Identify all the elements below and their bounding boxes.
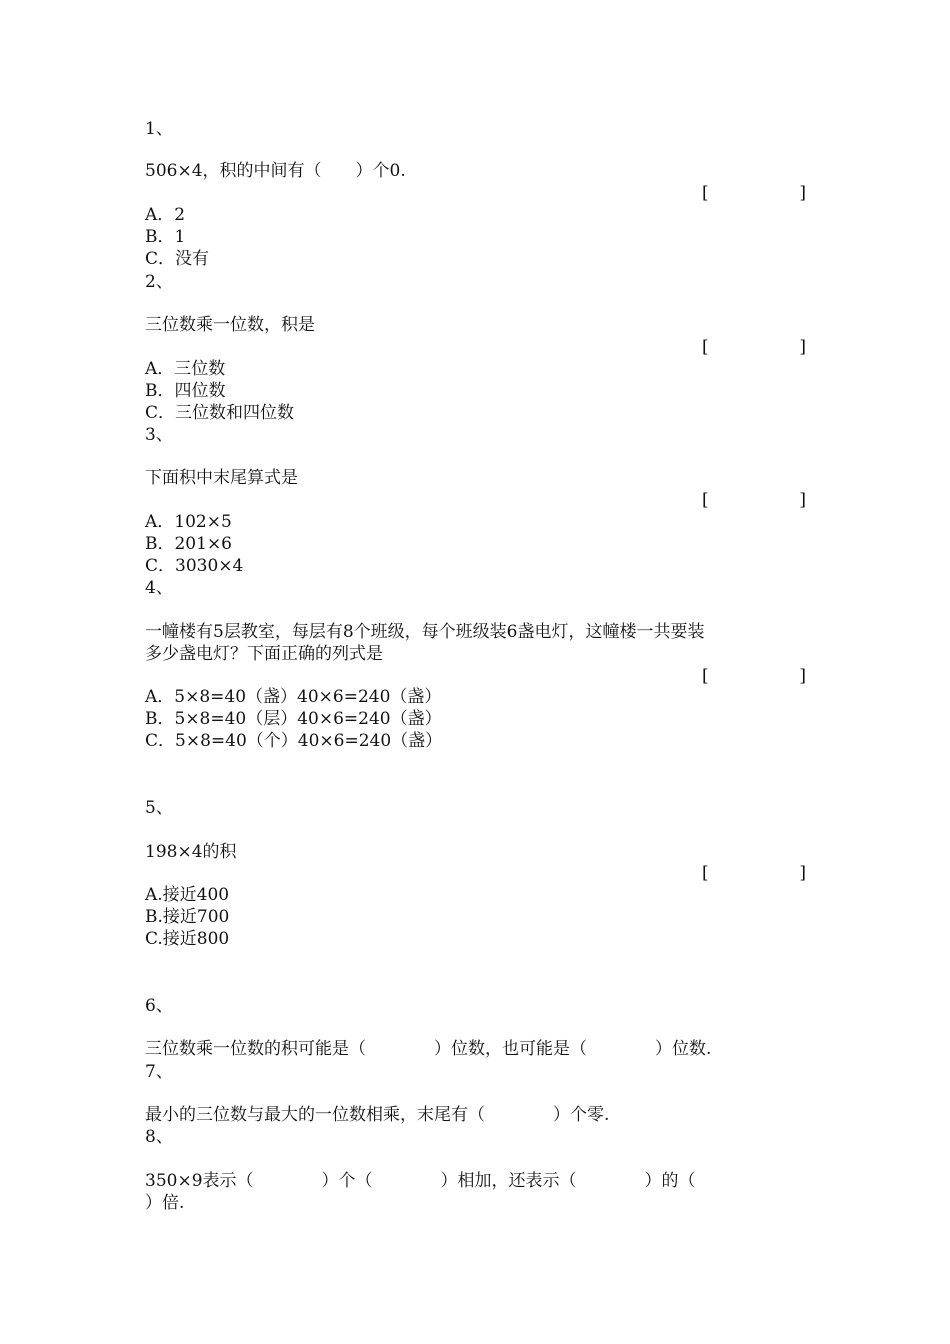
bracket-close: ] — [799, 490, 806, 510]
question-5-option-a: A.接近400 — [145, 885, 230, 905]
question-5-number: 5、 — [145, 798, 173, 818]
bracket-close: ] — [799, 183, 806, 203]
bracket-open: [ — [702, 490, 709, 510]
bracket-open: [ — [702, 183, 709, 203]
question-3-option-a: A．102×5 — [145, 512, 232, 532]
question-6-number: 6、 — [145, 996, 173, 1016]
question-2-number: 2、 — [145, 272, 173, 292]
question-4-number: 4、 — [145, 578, 173, 598]
question-1-option-b: B．1 — [145, 227, 186, 247]
bracket-open: [ — [702, 863, 709, 883]
question-1-option-a: A．2 — [145, 205, 186, 225]
question-1-number: 1、 — [145, 119, 173, 139]
question-3-number: 3、 — [145, 425, 173, 445]
bracket-close: ] — [799, 337, 806, 357]
question-8-stem-line-2: ）倍. — [145, 1193, 185, 1213]
question-6-stem: 三位数乘一位数的积可能是（ ）位数，也可能是（ ）位数. — [145, 1039, 712, 1059]
question-3-option-b: B．201×6 — [145, 534, 233, 554]
question-1-stem: 506×4，积的中间有（ ）个0. — [145, 161, 406, 181]
question-4-stem-line-2: 多少盏电灯？下面正确的列式是 — [145, 644, 383, 664]
question-1-option-c: C．没有 — [145, 249, 210, 269]
question-3-stem: 下面积中末尾算式是 — [145, 468, 298, 488]
bracket-open: [ — [702, 666, 709, 686]
question-2-option-c: C．三位数和四位数 — [145, 403, 295, 423]
question-8-stem-line-1: 350×9表示（ ）个（ ）相加，还表示（ ）的（ — [145, 1171, 696, 1191]
bracket-close: ] — [799, 863, 806, 883]
question-5-stem: 198×4的积 — [145, 842, 237, 862]
question-5-option-b: B.接近700 — [145, 907, 230, 927]
bracket-open: [ — [702, 337, 709, 357]
question-2-option-a: A．三位数 — [145, 359, 226, 379]
question-4-option-b: B．5×8=40（层）40×6=240（盏） — [145, 709, 442, 729]
question-4-option-c: C．5×8=40（个）40×6=240（盏） — [145, 731, 443, 751]
question-3-option-c: C．3030×4 — [145, 556, 244, 576]
question-4-stem-line-1: 一幢楼有5层教室，每层有8个班级，每个班级装6盏电灯，这幢楼一共要装 — [145, 622, 705, 642]
question-4-option-a: A．5×8=40（盏）40×6=240（盏） — [145, 687, 442, 707]
question-5-option-c: C.接近800 — [145, 929, 230, 949]
question-2-option-b: B．四位数 — [145, 381, 226, 401]
bracket-close: ] — [799, 666, 806, 686]
question-7-number: 7、 — [145, 1062, 173, 1082]
question-7-stem: 最小的三位数与最大的一位数相乘，末尾有（ ）个零. — [145, 1105, 610, 1125]
question-8-number: 8、 — [145, 1127, 173, 1147]
question-2-stem: 三位数乘一位数，积是 — [145, 315, 315, 335]
